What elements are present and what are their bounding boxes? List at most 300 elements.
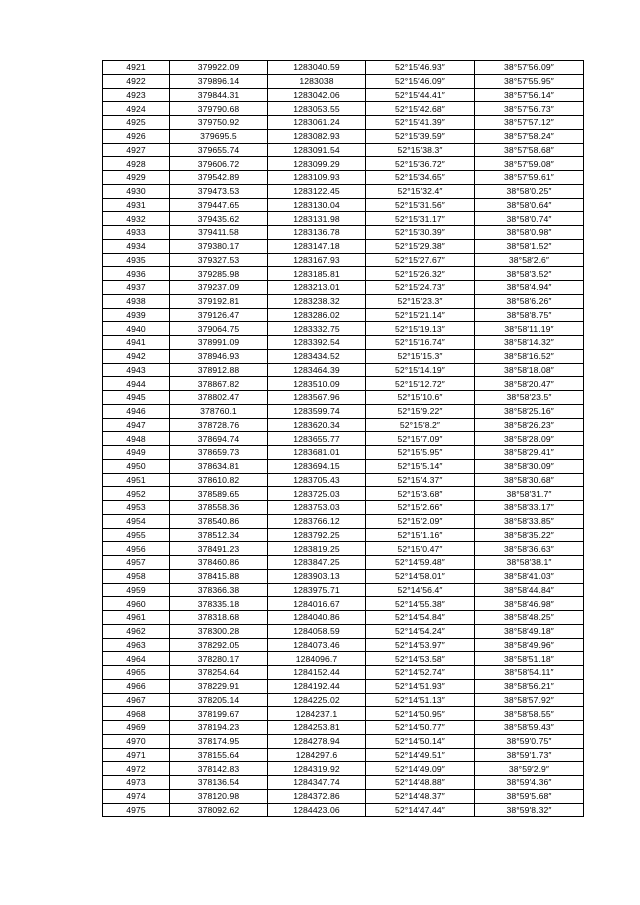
point-number-cell: 4972 bbox=[103, 762, 170, 776]
table-row bbox=[103, 377, 584, 391]
point-number-cell: 4958 bbox=[103, 569, 170, 583]
table-row bbox=[103, 446, 584, 460]
point-number-cell: 4948 bbox=[103, 432, 170, 446]
latitude-cell: 52°14′50.14″ bbox=[366, 734, 475, 748]
point-number-cell: 4975 bbox=[103, 803, 170, 817]
y-coordinate-cell: 1283131.98 bbox=[268, 212, 366, 226]
x-coordinate-cell: 378589.65 bbox=[170, 487, 268, 501]
longitude-cell: 38°58′6.26″ bbox=[475, 294, 584, 308]
table-row bbox=[103, 583, 584, 597]
longitude-cell: 38°58′0.98″ bbox=[475, 226, 584, 240]
point-number-cell: 4930 bbox=[103, 184, 170, 198]
latitude-cell: 52°15′3.68″ bbox=[366, 487, 475, 501]
point-number-cell: 4925 bbox=[103, 116, 170, 130]
table-row bbox=[103, 267, 584, 281]
x-coordinate-cell: 379542.89 bbox=[170, 171, 268, 185]
longitude-cell: 38°57′58.68″ bbox=[475, 143, 584, 157]
y-coordinate-cell: 1283766.12 bbox=[268, 514, 366, 528]
coordinates-table bbox=[102, 60, 584, 817]
x-coordinate-cell: 378174.95 bbox=[170, 734, 268, 748]
latitude-cell: 52°15′36.72″ bbox=[366, 157, 475, 171]
table-row bbox=[103, 391, 584, 405]
y-coordinate-cell: 1283082.93 bbox=[268, 129, 366, 143]
longitude-cell: 38°58′59.43″ bbox=[475, 721, 584, 735]
latitude-cell: 52°15′29.38″ bbox=[366, 239, 475, 253]
table-row bbox=[103, 803, 584, 817]
x-coordinate-cell: 378136.54 bbox=[170, 776, 268, 790]
x-coordinate-cell: 378460.86 bbox=[170, 556, 268, 570]
longitude-cell: 38°58′23.5″ bbox=[475, 391, 584, 405]
y-coordinate-cell: 1284192.44 bbox=[268, 679, 366, 693]
table-row bbox=[103, 487, 584, 501]
table-row bbox=[103, 143, 584, 157]
longitude-cell: 38°58′26.23″ bbox=[475, 418, 584, 432]
table-row bbox=[103, 226, 584, 240]
y-coordinate-cell: 1284096.7 bbox=[268, 652, 366, 666]
x-coordinate-cell: 378558.36 bbox=[170, 501, 268, 515]
longitude-cell: 38°59′2.9″ bbox=[475, 762, 584, 776]
x-coordinate-cell: 378300.28 bbox=[170, 624, 268, 638]
table-row bbox=[103, 473, 584, 487]
point-number-cell: 4956 bbox=[103, 542, 170, 556]
y-coordinate-cell: 1284040.86 bbox=[268, 611, 366, 625]
longitude-cell: 38°58′25.16″ bbox=[475, 404, 584, 418]
y-coordinate-cell: 1283694.15 bbox=[268, 459, 366, 473]
point-number-cell: 4927 bbox=[103, 143, 170, 157]
table-row bbox=[103, 418, 584, 432]
longitude-cell: 38°57′59.08″ bbox=[475, 157, 584, 171]
latitude-cell: 52°15′31.56″ bbox=[366, 198, 475, 212]
point-number-cell: 4935 bbox=[103, 253, 170, 267]
latitude-cell: 52°15′27.67″ bbox=[366, 253, 475, 267]
longitude-cell: 38°58′31.7″ bbox=[475, 487, 584, 501]
longitude-cell: 38°58′41.03″ bbox=[475, 569, 584, 583]
x-coordinate-cell: 378694.74 bbox=[170, 432, 268, 446]
table-row bbox=[103, 528, 584, 542]
point-number-cell: 4966 bbox=[103, 679, 170, 693]
y-coordinate-cell: 1283286.02 bbox=[268, 308, 366, 322]
point-number-cell: 4928 bbox=[103, 157, 170, 171]
longitude-cell: 38°59′0.75″ bbox=[475, 734, 584, 748]
longitude-cell: 38°58′3.52″ bbox=[475, 267, 584, 281]
x-coordinate-cell: 378254.64 bbox=[170, 666, 268, 680]
table-row bbox=[103, 638, 584, 652]
latitude-cell: 52°15′46.09″ bbox=[366, 74, 475, 88]
table-row bbox=[103, 666, 584, 680]
y-coordinate-cell: 1284225.02 bbox=[268, 693, 366, 707]
x-coordinate-cell: 379750.92 bbox=[170, 116, 268, 130]
longitude-cell: 38°57′59.61″ bbox=[475, 171, 584, 185]
point-number-cell: 4936 bbox=[103, 267, 170, 281]
table-row bbox=[103, 349, 584, 363]
table-row bbox=[103, 157, 584, 171]
point-number-cell: 4939 bbox=[103, 308, 170, 322]
y-coordinate-cell: 1283655.77 bbox=[268, 432, 366, 446]
longitude-cell: 38°58′51.18″ bbox=[475, 652, 584, 666]
point-number-cell: 4950 bbox=[103, 459, 170, 473]
longitude-cell: 38°58′4.94″ bbox=[475, 281, 584, 295]
longitude-cell: 38°58′54.11″ bbox=[475, 666, 584, 680]
table-row bbox=[103, 336, 584, 350]
x-coordinate-cell: 378280.17 bbox=[170, 652, 268, 666]
y-coordinate-cell: 1284319.92 bbox=[268, 762, 366, 776]
x-coordinate-cell: 379411.58 bbox=[170, 226, 268, 240]
longitude-cell: 38°59′8.32″ bbox=[475, 803, 584, 817]
longitude-cell: 38°58′0.25″ bbox=[475, 184, 584, 198]
y-coordinate-cell: 1283147.18 bbox=[268, 239, 366, 253]
y-coordinate-cell: 1283753.03 bbox=[268, 501, 366, 515]
y-coordinate-cell: 1283434.52 bbox=[268, 349, 366, 363]
y-coordinate-cell: 1283167.93 bbox=[268, 253, 366, 267]
table-row bbox=[103, 116, 584, 130]
latitude-cell: 52°15′0.47″ bbox=[366, 542, 475, 556]
table-row bbox=[103, 363, 584, 377]
point-number-cell: 4929 bbox=[103, 171, 170, 185]
point-number-cell: 4954 bbox=[103, 514, 170, 528]
table-row bbox=[103, 459, 584, 473]
x-coordinate-cell: 378318.68 bbox=[170, 611, 268, 625]
table-row bbox=[103, 556, 584, 570]
table-row bbox=[103, 734, 584, 748]
latitude-cell: 52°14′51.13″ bbox=[366, 693, 475, 707]
y-coordinate-cell: 1283136.78 bbox=[268, 226, 366, 240]
table-row bbox=[103, 597, 584, 611]
point-number-cell: 4945 bbox=[103, 391, 170, 405]
x-coordinate-cell: 378292.05 bbox=[170, 638, 268, 652]
x-coordinate-cell: 378991.09 bbox=[170, 336, 268, 350]
x-coordinate-cell: 378659.73 bbox=[170, 446, 268, 460]
x-coordinate-cell: 379844.31 bbox=[170, 88, 268, 102]
latitude-cell: 52°15′44.41″ bbox=[366, 88, 475, 102]
y-coordinate-cell: 1283705.43 bbox=[268, 473, 366, 487]
x-coordinate-cell: 379380.17 bbox=[170, 239, 268, 253]
y-coordinate-cell: 1283975.71 bbox=[268, 583, 366, 597]
table-row bbox=[103, 184, 584, 198]
x-coordinate-cell: 379237.09 bbox=[170, 281, 268, 295]
point-number-cell: 4923 bbox=[103, 88, 170, 102]
longitude-cell: 38°58′16.52″ bbox=[475, 349, 584, 363]
table-row bbox=[103, 74, 584, 88]
point-number-cell: 4963 bbox=[103, 638, 170, 652]
latitude-cell: 52°15′38.3″ bbox=[366, 143, 475, 157]
x-coordinate-cell: 378802.47 bbox=[170, 391, 268, 405]
point-number-cell: 4951 bbox=[103, 473, 170, 487]
longitude-cell: 38°58′28.09″ bbox=[475, 432, 584, 446]
point-number-cell: 4960 bbox=[103, 597, 170, 611]
point-number-cell: 4932 bbox=[103, 212, 170, 226]
longitude-cell: 38°58′8.75″ bbox=[475, 308, 584, 322]
y-coordinate-cell: 1283099.29 bbox=[268, 157, 366, 171]
latitude-cell: 52°15′34.65″ bbox=[366, 171, 475, 185]
point-number-cell: 4952 bbox=[103, 487, 170, 501]
table-row bbox=[103, 776, 584, 790]
latitude-cell: 52°14′54.24″ bbox=[366, 624, 475, 638]
latitude-cell: 52°14′54.84″ bbox=[366, 611, 475, 625]
table-row bbox=[103, 129, 584, 143]
x-coordinate-cell: 378634.81 bbox=[170, 459, 268, 473]
longitude-cell: 38°57′55.95″ bbox=[475, 74, 584, 88]
latitude-cell: 52°15′2.09″ bbox=[366, 514, 475, 528]
latitude-cell: 52°14′51.93″ bbox=[366, 679, 475, 693]
x-coordinate-cell: 379922.09 bbox=[170, 61, 268, 75]
longitude-cell: 38°58′44.84″ bbox=[475, 583, 584, 597]
longitude-cell: 38°58′0.64″ bbox=[475, 198, 584, 212]
latitude-cell: 52°14′59.48″ bbox=[366, 556, 475, 570]
longitude-cell: 38°58′49.96″ bbox=[475, 638, 584, 652]
latitude-cell: 52°15′8.2″ bbox=[366, 418, 475, 432]
y-coordinate-cell: 1283238.32 bbox=[268, 294, 366, 308]
point-number-cell: 4931 bbox=[103, 198, 170, 212]
table-row bbox=[103, 762, 584, 776]
point-number-cell: 4953 bbox=[103, 501, 170, 515]
latitude-cell: 52°14′55.38″ bbox=[366, 597, 475, 611]
longitude-cell: 38°57′57.12″ bbox=[475, 116, 584, 130]
point-number-cell: 4965 bbox=[103, 666, 170, 680]
table-row bbox=[103, 294, 584, 308]
latitude-cell: 52°14′52.74″ bbox=[366, 666, 475, 680]
longitude-cell: 38°58′18.08″ bbox=[475, 363, 584, 377]
table-row bbox=[103, 721, 584, 735]
x-coordinate-cell: 378199.67 bbox=[170, 707, 268, 721]
latitude-cell: 52°14′56.4″ bbox=[366, 583, 475, 597]
point-number-cell: 4959 bbox=[103, 583, 170, 597]
y-coordinate-cell: 1283213.01 bbox=[268, 281, 366, 295]
y-coordinate-cell: 1284253.81 bbox=[268, 721, 366, 735]
table-row bbox=[103, 61, 584, 75]
x-coordinate-cell: 379606.72 bbox=[170, 157, 268, 171]
longitude-cell: 38°58′33.85″ bbox=[475, 514, 584, 528]
longitude-cell: 38°58′49.18″ bbox=[475, 624, 584, 638]
table-row bbox=[103, 624, 584, 638]
table-row bbox=[103, 198, 584, 212]
y-coordinate-cell: 1283053.55 bbox=[268, 102, 366, 116]
y-coordinate-cell: 1283725.03 bbox=[268, 487, 366, 501]
latitude-cell: 52°15′42.68″ bbox=[366, 102, 475, 116]
longitude-cell: 38°58′57.92″ bbox=[475, 693, 584, 707]
longitude-cell: 38°58′14.32″ bbox=[475, 336, 584, 350]
y-coordinate-cell: 1283040.59 bbox=[268, 61, 366, 75]
x-coordinate-cell: 378335.18 bbox=[170, 597, 268, 611]
y-coordinate-cell: 1283185.81 bbox=[268, 267, 366, 281]
y-coordinate-cell: 1283392.54 bbox=[268, 336, 366, 350]
x-coordinate-cell: 379896.14 bbox=[170, 74, 268, 88]
point-number-cell: 4941 bbox=[103, 336, 170, 350]
point-number-cell: 4946 bbox=[103, 404, 170, 418]
point-number-cell: 4921 bbox=[103, 61, 170, 75]
x-coordinate-cell: 378610.82 bbox=[170, 473, 268, 487]
longitude-cell: 38°58′48.25″ bbox=[475, 611, 584, 625]
longitude-cell: 38°59′1.73″ bbox=[475, 748, 584, 762]
latitude-cell: 52°15′1.16″ bbox=[366, 528, 475, 542]
table-row bbox=[103, 212, 584, 226]
x-coordinate-cell: 379126.47 bbox=[170, 308, 268, 322]
x-coordinate-cell: 378205.14 bbox=[170, 693, 268, 707]
latitude-cell: 52°15′30.39″ bbox=[366, 226, 475, 240]
y-coordinate-cell: 1284058.59 bbox=[268, 624, 366, 638]
longitude-cell: 38°58′29.41″ bbox=[475, 446, 584, 460]
table-row bbox=[103, 501, 584, 515]
point-number-cell: 4934 bbox=[103, 239, 170, 253]
y-coordinate-cell: 1283819.25 bbox=[268, 542, 366, 556]
table-row bbox=[103, 569, 584, 583]
table-row bbox=[103, 239, 584, 253]
point-number-cell: 4937 bbox=[103, 281, 170, 295]
point-number-cell: 4971 bbox=[103, 748, 170, 762]
latitude-cell: 52°14′50.95″ bbox=[366, 707, 475, 721]
y-coordinate-cell: 1283332.75 bbox=[268, 322, 366, 336]
latitude-cell: 52°14′49.51″ bbox=[366, 748, 475, 762]
point-number-cell: 4944 bbox=[103, 377, 170, 391]
y-coordinate-cell: 1284347.74 bbox=[268, 776, 366, 790]
latitude-cell: 52°15′23.3″ bbox=[366, 294, 475, 308]
table-row bbox=[103, 102, 584, 116]
y-coordinate-cell: 1283130.04 bbox=[268, 198, 366, 212]
y-coordinate-cell: 1283567.96 bbox=[268, 391, 366, 405]
table-row bbox=[103, 652, 584, 666]
longitude-cell: 38°58′46.98″ bbox=[475, 597, 584, 611]
table-row bbox=[103, 322, 584, 336]
y-coordinate-cell: 1284073.46 bbox=[268, 638, 366, 652]
table-row bbox=[103, 514, 584, 528]
latitude-cell: 52°15′21.14″ bbox=[366, 308, 475, 322]
y-coordinate-cell: 1283903.13 bbox=[268, 569, 366, 583]
y-coordinate-cell: 1283620.34 bbox=[268, 418, 366, 432]
latitude-cell: 52°14′49.09″ bbox=[366, 762, 475, 776]
latitude-cell: 52°15′41.39″ bbox=[366, 116, 475, 130]
y-coordinate-cell: 1284016.67 bbox=[268, 597, 366, 611]
y-coordinate-cell: 1283109.93 bbox=[268, 171, 366, 185]
table-row bbox=[103, 679, 584, 693]
x-coordinate-cell: 379064.75 bbox=[170, 322, 268, 336]
table-row bbox=[103, 253, 584, 267]
latitude-cell: 52°15′7.09″ bbox=[366, 432, 475, 446]
longitude-cell: 38°58′38.1″ bbox=[475, 556, 584, 570]
latitude-cell: 52°15′5.14″ bbox=[366, 459, 475, 473]
y-coordinate-cell: 1283042.06 bbox=[268, 88, 366, 102]
table-row bbox=[103, 611, 584, 625]
table-row bbox=[103, 748, 584, 762]
latitude-cell: 52°14′53.58″ bbox=[366, 652, 475, 666]
point-number-cell: 4940 bbox=[103, 322, 170, 336]
point-number-cell: 4943 bbox=[103, 363, 170, 377]
x-coordinate-cell: 378366.38 bbox=[170, 583, 268, 597]
x-coordinate-cell: 378728.76 bbox=[170, 418, 268, 432]
latitude-cell: 52°14′50.77″ bbox=[366, 721, 475, 735]
y-coordinate-cell: 1283792.25 bbox=[268, 528, 366, 542]
table-row bbox=[103, 404, 584, 418]
x-coordinate-cell: 378142.83 bbox=[170, 762, 268, 776]
y-coordinate-cell: 1283847.25 bbox=[268, 556, 366, 570]
x-coordinate-cell: 379285.98 bbox=[170, 267, 268, 281]
point-number-cell: 4926 bbox=[103, 129, 170, 143]
latitude-cell: 52°15′15.3″ bbox=[366, 349, 475, 363]
x-coordinate-cell: 379327.53 bbox=[170, 253, 268, 267]
point-number-cell: 4933 bbox=[103, 226, 170, 240]
x-coordinate-cell: 378912.88 bbox=[170, 363, 268, 377]
longitude-cell: 38°57′56.73″ bbox=[475, 102, 584, 116]
longitude-cell: 38°58′30.09″ bbox=[475, 459, 584, 473]
latitude-cell: 52°15′9.22″ bbox=[366, 404, 475, 418]
point-number-cell: 4961 bbox=[103, 611, 170, 625]
point-number-cell: 4974 bbox=[103, 789, 170, 803]
latitude-cell: 52°15′12.72″ bbox=[366, 377, 475, 391]
y-coordinate-cell: 1284297.6 bbox=[268, 748, 366, 762]
longitude-cell: 38°58′56.21″ bbox=[475, 679, 584, 693]
point-number-cell: 4967 bbox=[103, 693, 170, 707]
latitude-cell: 52°15′31.17″ bbox=[366, 212, 475, 226]
longitude-cell: 38°58′30.68″ bbox=[475, 473, 584, 487]
y-coordinate-cell: 1284423.06 bbox=[268, 803, 366, 817]
coordinates-table-body bbox=[103, 61, 584, 817]
y-coordinate-cell: 1283464.39 bbox=[268, 363, 366, 377]
y-coordinate-cell: 1283510.09 bbox=[268, 377, 366, 391]
point-number-cell: 4970 bbox=[103, 734, 170, 748]
longitude-cell: 38°58′36.63″ bbox=[475, 542, 584, 556]
latitude-cell: 52°15′2.66″ bbox=[366, 501, 475, 515]
x-coordinate-cell: 378229.91 bbox=[170, 679, 268, 693]
latitude-cell: 52°15′19.13″ bbox=[366, 322, 475, 336]
x-coordinate-cell: 379473.53 bbox=[170, 184, 268, 198]
longitude-cell: 38°58′2.6″ bbox=[475, 253, 584, 267]
x-coordinate-cell: 378946.93 bbox=[170, 349, 268, 363]
y-coordinate-cell: 1283681.01 bbox=[268, 446, 366, 460]
longitude-cell: 38°58′11.19″ bbox=[475, 322, 584, 336]
x-coordinate-cell: 378491.23 bbox=[170, 542, 268, 556]
latitude-cell: 52°14′48.37″ bbox=[366, 789, 475, 803]
y-coordinate-cell: 1284237.1 bbox=[268, 707, 366, 721]
x-coordinate-cell: 378760.1 bbox=[170, 404, 268, 418]
latitude-cell: 52°15′10.6″ bbox=[366, 391, 475, 405]
latitude-cell: 52°14′58.01″ bbox=[366, 569, 475, 583]
point-number-cell: 4964 bbox=[103, 652, 170, 666]
x-coordinate-cell: 378092.62 bbox=[170, 803, 268, 817]
y-coordinate-cell: 1283122.45 bbox=[268, 184, 366, 198]
table-row bbox=[103, 542, 584, 556]
x-coordinate-cell: 378540.86 bbox=[170, 514, 268, 528]
longitude-cell: 38°58′58.55″ bbox=[475, 707, 584, 721]
x-coordinate-cell: 379655.74 bbox=[170, 143, 268, 157]
latitude-cell: 52°14′47.44″ bbox=[366, 803, 475, 817]
longitude-cell: 38°57′56.14″ bbox=[475, 88, 584, 102]
y-coordinate-cell: 1284372.86 bbox=[268, 789, 366, 803]
point-number-cell: 4947 bbox=[103, 418, 170, 432]
y-coordinate-cell: 1284152.44 bbox=[268, 666, 366, 680]
latitude-cell: 52°14′53.97″ bbox=[366, 638, 475, 652]
y-coordinate-cell: 1284278.94 bbox=[268, 734, 366, 748]
latitude-cell: 52°14′48.88″ bbox=[366, 776, 475, 790]
longitude-cell: 38°58′35.22″ bbox=[475, 528, 584, 542]
point-number-cell: 4955 bbox=[103, 528, 170, 542]
table-row bbox=[103, 281, 584, 295]
y-coordinate-cell: 1283599.74 bbox=[268, 404, 366, 418]
latitude-cell: 52°15′46.93″ bbox=[366, 61, 475, 75]
x-coordinate-cell: 379695.5 bbox=[170, 129, 268, 143]
point-number-cell: 4942 bbox=[103, 349, 170, 363]
x-coordinate-cell: 379790.68 bbox=[170, 102, 268, 116]
x-coordinate-cell: 378194.23 bbox=[170, 721, 268, 735]
longitude-cell: 38°57′58.24″ bbox=[475, 129, 584, 143]
point-number-cell: 4949 bbox=[103, 446, 170, 460]
point-number-cell: 4957 bbox=[103, 556, 170, 570]
table-row bbox=[103, 171, 584, 185]
latitude-cell: 52°15′14.19″ bbox=[366, 363, 475, 377]
table-row bbox=[103, 432, 584, 446]
point-number-cell: 4938 bbox=[103, 294, 170, 308]
x-coordinate-cell: 379435.62 bbox=[170, 212, 268, 226]
y-coordinate-cell: 1283091.54 bbox=[268, 143, 366, 157]
x-coordinate-cell: 378120.98 bbox=[170, 789, 268, 803]
latitude-cell: 52°15′24.73″ bbox=[366, 281, 475, 295]
